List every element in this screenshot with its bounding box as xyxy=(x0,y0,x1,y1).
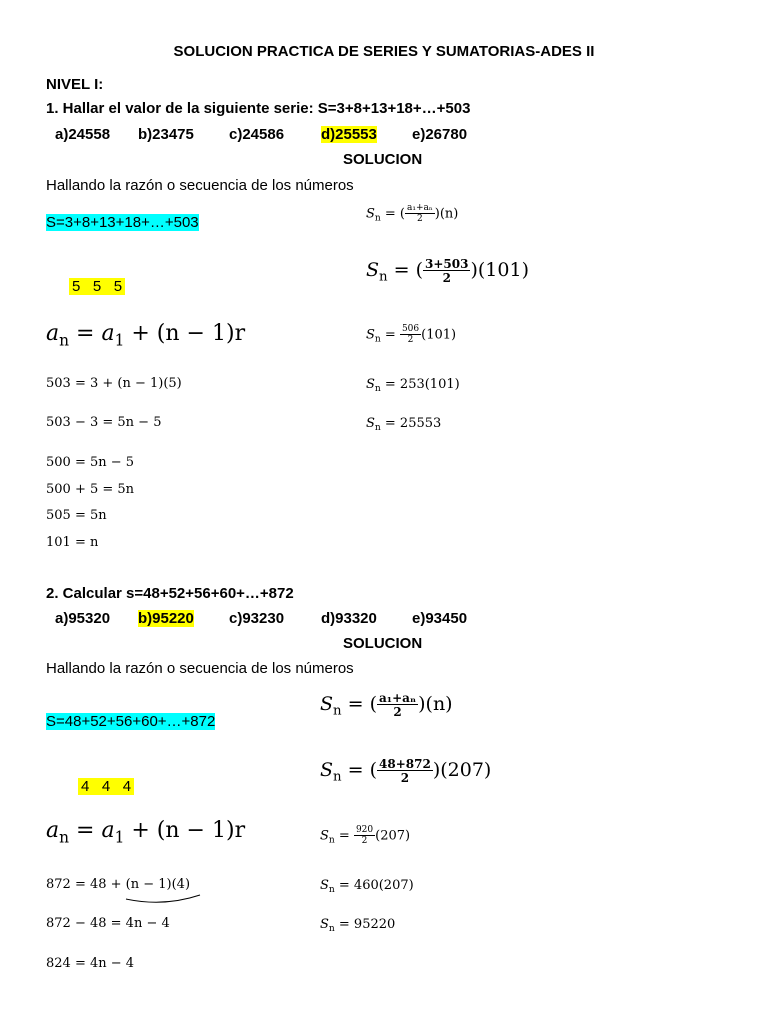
p1-sn4-value: = 253(101) xyxy=(380,377,460,392)
p1-sn3-den: 2 xyxy=(407,335,414,345)
p1-sn2-eq: = ( xyxy=(387,259,424,281)
p1-sn-formula xyxy=(366,204,458,224)
p1-sn5-sub: n xyxy=(374,423,381,434)
p2-an-lhs-sub: n xyxy=(59,828,70,847)
p1-sn-eq: = ( xyxy=(380,206,405,222)
p1-intro-text: Hallando la razón o secuencia de los números xyxy=(46,177,354,194)
p2-step-2: 872 − 48 = 4n − 4 xyxy=(46,916,170,931)
p2-sn2-num: 48+872 xyxy=(379,757,431,771)
p2-sn4-value: = 460(207) xyxy=(334,878,414,893)
p2-an-a-sub: 1 xyxy=(114,828,125,847)
problem-1-question: 1. Hallar el valor de la siguiente serie: S=3+8+13+18+…+503 xyxy=(46,100,471,117)
p1-sn-substituted xyxy=(366,258,529,285)
p1-sn3-eq: = xyxy=(380,327,400,343)
p1-series: S=3+8+13+18+…+503 xyxy=(46,214,199,231)
p2-step-3: 824 = 4n − 4 xyxy=(46,956,135,971)
p1-an-lhs-sub: n xyxy=(59,331,70,350)
p2-underline-curve xyxy=(124,891,204,905)
p2-option-b-correct: b)95220 xyxy=(138,610,194,627)
p2-sn2-eq: = ( xyxy=(341,759,378,781)
p2-series: S=48+52+56+60+…+872 xyxy=(46,713,216,730)
p1-sn-den: 2 xyxy=(417,214,423,224)
p2-option-c: c)93230 xyxy=(229,610,285,627)
p2-sn3-eq: = xyxy=(334,828,354,844)
p1-option-d-correct: d)25553 xyxy=(321,126,377,143)
p1-general-term-formula xyxy=(46,321,245,349)
p2-sn2-den: 2 xyxy=(400,771,410,785)
p1-option-c: c)24586 xyxy=(229,126,285,143)
p2-sn-result xyxy=(320,917,395,934)
p2-sn5-s: S xyxy=(320,917,329,932)
p1-option-e: e)26780 xyxy=(412,126,468,143)
p2-sn-fraction xyxy=(377,692,418,718)
p2-an-eq: = xyxy=(69,818,102,843)
p1-sn-fraction-step xyxy=(366,325,456,345)
p2-sn-s: S xyxy=(320,693,334,715)
p1-sn4-sub: n xyxy=(374,384,381,395)
p1-sn2-den: 2 xyxy=(442,271,451,285)
page-title: SOLUCION PRACTICA DE SERIES Y SUMATORIAS-ADES II xyxy=(173,43,595,60)
p2-sn3-fraction xyxy=(354,826,375,846)
p2-sn-den: 2 xyxy=(393,705,402,719)
p2-solution-heading: SOLUCION xyxy=(343,635,423,652)
p2-sn3-den: 2 xyxy=(361,836,368,846)
p2-sn4-sub: n xyxy=(328,885,335,896)
p2-differences: 4 4 4 xyxy=(78,778,134,795)
p2-step-1: 872 = 48 + (n − 1)(4) xyxy=(46,877,191,892)
p2-general-term-formula xyxy=(46,818,245,846)
p2-option-a: a)95320 xyxy=(55,610,111,627)
p1-an-rest: + (n − 1)r xyxy=(124,321,246,346)
p1-an-a: a xyxy=(101,321,115,346)
p1-sn-result xyxy=(366,416,441,433)
p1-sn-sub: n xyxy=(374,213,381,224)
p1-step-5: 505 = 5n xyxy=(46,508,107,523)
p1-an-lhs: a xyxy=(46,321,60,346)
p2-sn5-sub: n xyxy=(328,924,335,935)
p1-sn2-num: 3+503 xyxy=(425,257,469,271)
p1-sn5-s: S xyxy=(366,416,375,431)
p2-sn-mult-step xyxy=(320,878,414,895)
p1-sn5-value: = 25553 xyxy=(380,416,442,431)
p2-sn-substituted xyxy=(320,758,491,785)
p2-sn2-tail: )(207) xyxy=(432,759,492,781)
p1-step-1: 503 = 3 + (n − 1)(5) xyxy=(46,376,182,391)
p2-sn3-sub: n xyxy=(328,835,335,846)
p1-sn-s: S xyxy=(366,206,375,222)
p1-sn2-fraction xyxy=(423,258,470,284)
p2-sn-eq: = ( xyxy=(341,693,378,715)
p2-intro-text: Hallando la razón o secuencia de los números xyxy=(46,660,354,677)
p2-sn3-tail: (207) xyxy=(375,828,411,844)
level-heading: NIVEL I: xyxy=(46,76,104,93)
p1-sn2-sub: n xyxy=(379,269,388,285)
p1-an-a-sub: 1 xyxy=(114,331,125,350)
p1-option-b: b)23475 xyxy=(138,126,194,143)
p1-sn3-s: S xyxy=(366,327,375,343)
p2-sn-sub: n xyxy=(333,703,342,719)
p2-sn-fraction-step xyxy=(320,826,410,846)
p1-sn3-tail: (101) xyxy=(421,327,457,343)
p1-sn2-tail: )(101) xyxy=(470,259,529,281)
p2-option-d: d)93320 xyxy=(321,610,377,627)
p1-sn4-s: S xyxy=(366,377,375,392)
p2-sn3-s: S xyxy=(320,828,329,844)
p1-sn-mult-step xyxy=(366,377,460,394)
p1-step-2: 503 − 3 = 5n − 5 xyxy=(46,415,162,430)
p2-option-e: e)93450 xyxy=(412,610,468,627)
p1-sn-tail: )(n) xyxy=(434,206,459,222)
p2-an-rest: + (n − 1)r xyxy=(124,818,246,843)
p2-sn4-s: S xyxy=(320,878,329,893)
p2-sn2-sub: n xyxy=(333,769,342,785)
p2-an-a: a xyxy=(101,818,115,843)
p2-an-lhs: a xyxy=(46,818,60,843)
p1-step-3: 500 = 5n − 5 xyxy=(46,455,135,470)
p1-step-4: 500 + 5 = 5n xyxy=(46,482,135,497)
p2-sn-formula xyxy=(320,692,453,719)
p2-sn-num: a₁+aₙ xyxy=(379,691,417,705)
p2-sn5-value: = 95220 xyxy=(334,917,396,932)
p2-sn-tail: )(n) xyxy=(418,693,453,715)
p1-option-a: a)24558 xyxy=(55,126,111,143)
p1-an-eq: = xyxy=(69,321,102,346)
p2-sn2-s: S xyxy=(320,759,334,781)
p1-sn3-num: 506 xyxy=(401,324,420,334)
p1-sn2-s: S xyxy=(366,259,380,281)
p1-step-6: 101 = n xyxy=(46,535,99,550)
p1-sn-fraction xyxy=(405,204,435,224)
p2-sn3-num: 920 xyxy=(355,825,374,835)
problem-2-question: 2. Calcular s=48+52+56+60+…+872 xyxy=(46,585,294,602)
p1-sn-num: a₁+aₙ xyxy=(407,203,433,213)
p1-solution-heading: SOLUCION xyxy=(343,151,423,168)
p1-sn3-sub: n xyxy=(374,334,381,345)
p1-differences: 5 5 5 xyxy=(69,278,125,295)
p2-sn2-fraction xyxy=(377,758,433,784)
p1-sn3-fraction xyxy=(400,325,421,345)
